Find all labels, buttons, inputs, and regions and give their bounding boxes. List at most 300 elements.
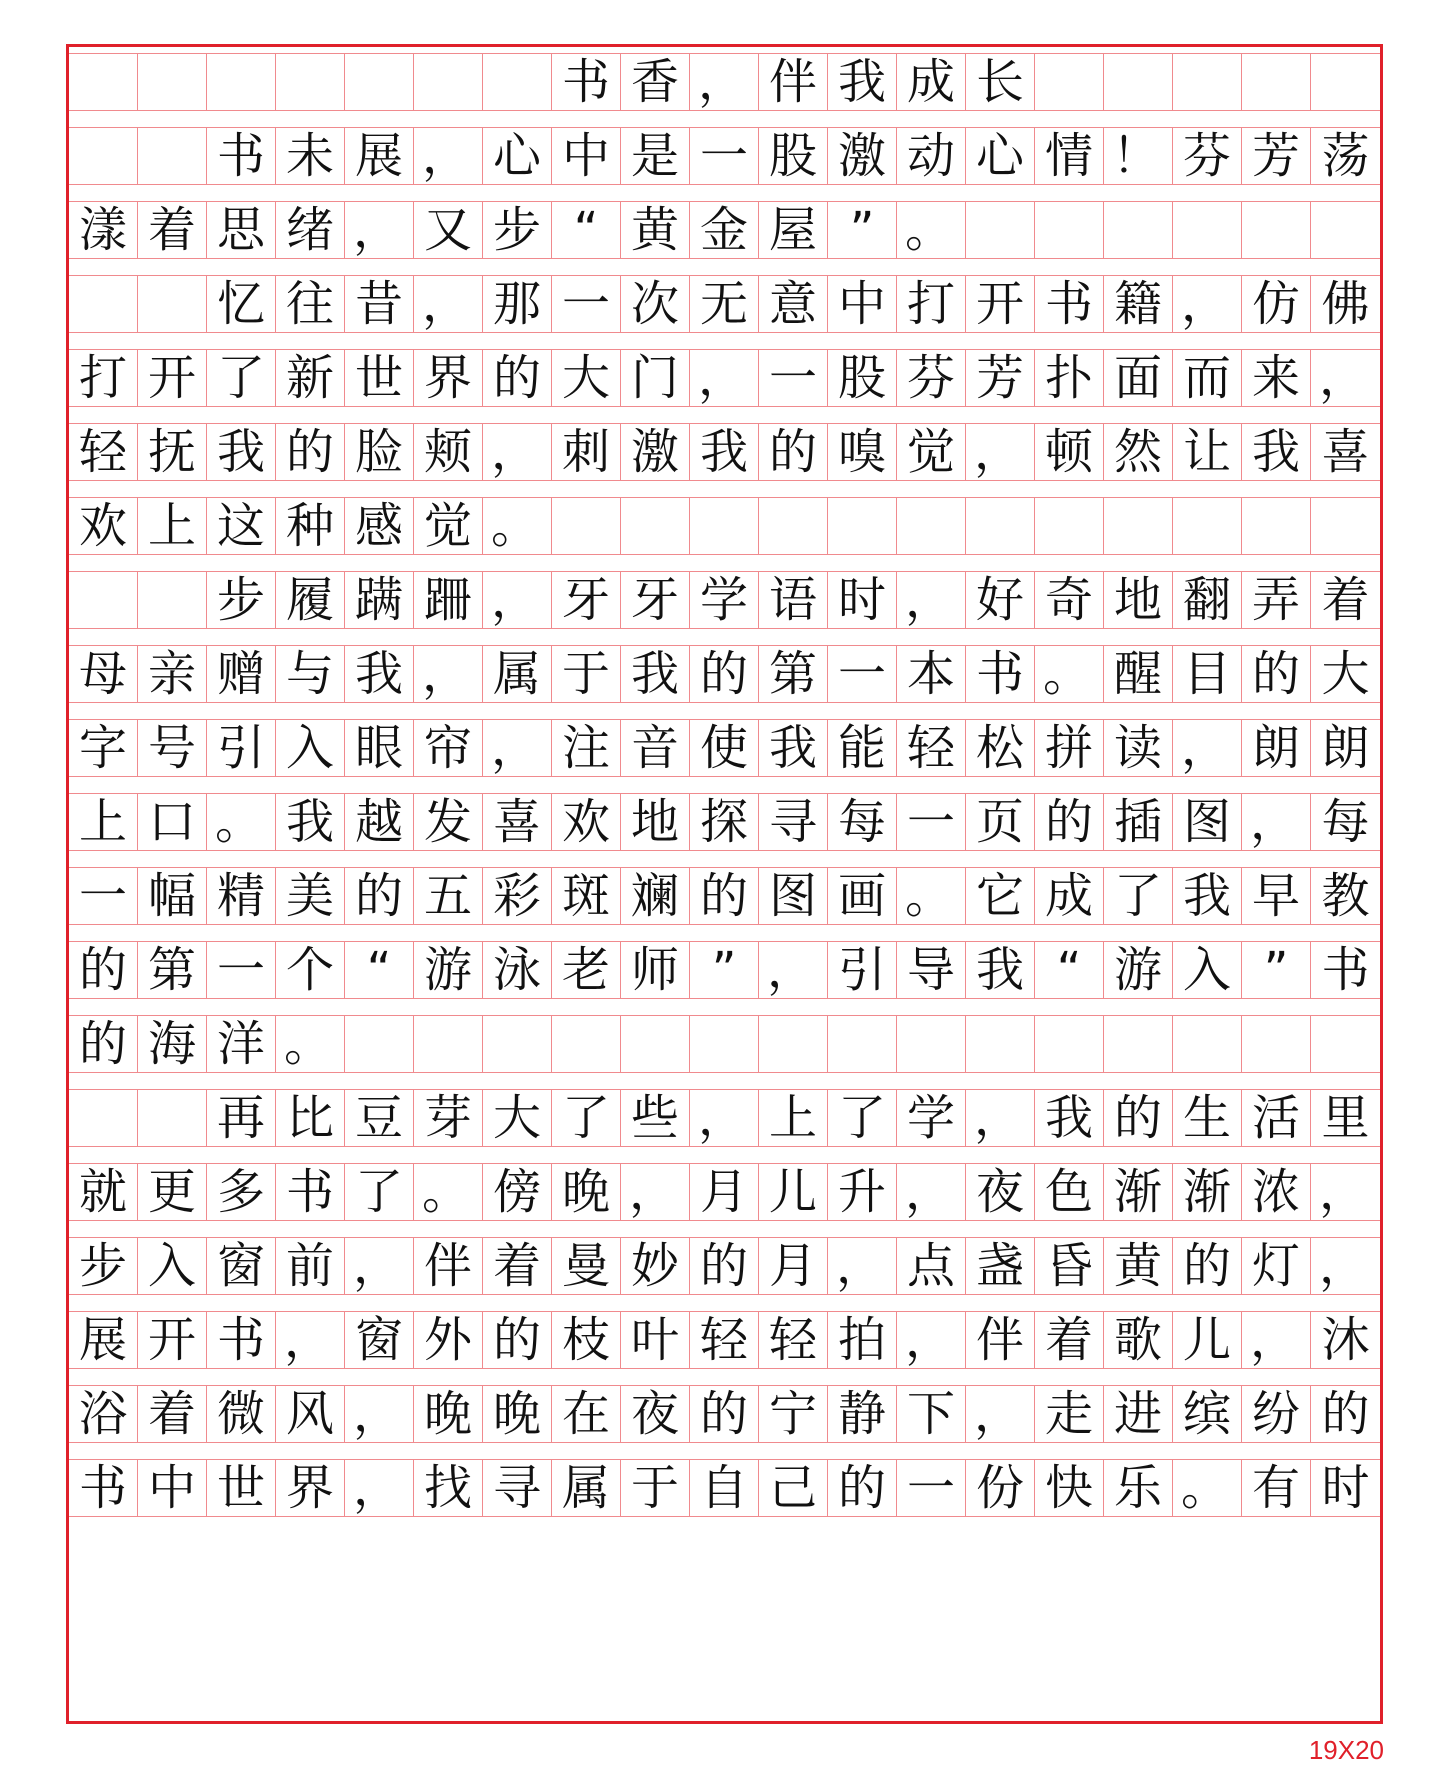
grid-cell: 属 (552, 1459, 621, 1517)
grid-cell: 来 (1242, 349, 1311, 407)
grid-cell (69, 53, 138, 111)
grid-cell: 一 (897, 1459, 966, 1517)
grid-cell: 奇 (1035, 571, 1104, 629)
grid-cell: 喜 (1311, 423, 1380, 481)
grid-cell: 浴 (69, 1385, 138, 1443)
grid-cell: 入 (138, 1237, 207, 1295)
grid-cell: 歌 (1104, 1311, 1173, 1369)
grid-cell: 纷 (1242, 1385, 1311, 1443)
grid-cell: 新 (276, 349, 345, 407)
grid-cell: 刺 (552, 423, 621, 481)
grid-cell: 灯 (1242, 1237, 1311, 1295)
grid-cell: 斑 (552, 867, 621, 925)
grid-cell: 窗 (345, 1311, 414, 1369)
grid-cell: 每 (1311, 793, 1380, 851)
grid-cell: 步 (207, 571, 276, 629)
grid-cell: 松 (966, 719, 1035, 777)
grid-cell: 的 (1035, 793, 1104, 851)
grid-cell: ， (345, 1459, 414, 1517)
grid-cell: 寻 (483, 1459, 552, 1517)
grid-cell: 游 (414, 941, 483, 999)
grid-cell: 意 (759, 275, 828, 333)
grid-cell: 次 (621, 275, 690, 333)
grid-cell (621, 497, 690, 555)
grid-cell: 轻 (69, 423, 138, 481)
grid-cell (138, 127, 207, 185)
grid-cell: 的 (1173, 1237, 1242, 1295)
grid-cell: 激 (621, 423, 690, 481)
grid-cell: 。 (1173, 1459, 1242, 1517)
grid-cell: ， (1173, 275, 1242, 333)
grid-cell: 窗 (207, 1237, 276, 1295)
grid-cell (897, 497, 966, 555)
grid-cell: 亲 (138, 645, 207, 703)
grid-cell: 世 (207, 1459, 276, 1517)
grid-cell: ， (414, 127, 483, 185)
grid-cell: 彩 (483, 867, 552, 925)
grid-cell: 走 (1035, 1385, 1104, 1443)
grid-cell: 的 (828, 1459, 897, 1517)
grid-cell (69, 1089, 138, 1147)
grid-cell: 我 (1173, 867, 1242, 925)
grid-cell: 前 (276, 1237, 345, 1295)
grid-cell (1104, 53, 1173, 111)
grid-cell: 书 (276, 1163, 345, 1221)
grid-cell: 种 (276, 497, 345, 555)
grid-cell: 情 (1035, 127, 1104, 185)
grid-cell: 绪 (276, 201, 345, 259)
grid-cell: 风 (276, 1385, 345, 1443)
grid-cell: 生 (1173, 1089, 1242, 1147)
grid-cell: 芳 (966, 349, 1035, 407)
grid-cell: 份 (966, 1459, 1035, 1517)
grid-cell: 芽 (414, 1089, 483, 1147)
grid-cell: ， (897, 1163, 966, 1221)
grid-cell (207, 53, 276, 111)
grid-cell: ， (1173, 719, 1242, 777)
grid-cell: 忆 (207, 275, 276, 333)
grid-cell: 牙 (552, 571, 621, 629)
grid-cell: 展 (69, 1311, 138, 1369)
grid-cell: 晚 (483, 1385, 552, 1443)
grid-cell: 师 (621, 941, 690, 999)
grid-cell: 门 (621, 349, 690, 407)
grid-cell: 一 (897, 793, 966, 851)
grid-cell: 里 (1311, 1089, 1380, 1147)
grid-cell: 昔 (345, 275, 414, 333)
grid-cell: 书 (966, 645, 1035, 703)
grid-cell: 顿 (1035, 423, 1104, 481)
grid-cell: ， (621, 1163, 690, 1221)
grid-cell: 大 (552, 349, 621, 407)
grid-cell: ” (690, 941, 759, 999)
grid-cell: 帘 (414, 719, 483, 777)
grid-cell: ， (966, 423, 1035, 481)
grid-cell: 书 (1311, 941, 1380, 999)
grid-cell: 屋 (759, 201, 828, 259)
grid-cell: 时 (1311, 1459, 1380, 1517)
grid-cell: ， (897, 1311, 966, 1369)
grid-cell: 的 (1311, 1385, 1380, 1443)
grid-cell: 早 (1242, 867, 1311, 925)
grid-cell (414, 1015, 483, 1073)
grid-cell: 的 (759, 423, 828, 481)
grid-cell: 属 (483, 645, 552, 703)
grid-cell (69, 127, 138, 185)
grid-row (69, 127, 1380, 185)
grid-cell: 长 (966, 53, 1035, 111)
grid-cell: 本 (897, 645, 966, 703)
grid-cell: 然 (1104, 423, 1173, 481)
grid-cell (138, 571, 207, 629)
grid-cell: 无 (690, 275, 759, 333)
grid-cell: ” (1242, 941, 1311, 999)
grid-cell: 它 (966, 867, 1035, 925)
grid-cell: 抚 (138, 423, 207, 481)
grid-cell: 我 (621, 645, 690, 703)
grid-cell: 书 (207, 127, 276, 185)
grid-row (69, 941, 1380, 999)
grid-cell (138, 1089, 207, 1147)
grid-cell: 一 (828, 645, 897, 703)
grid-cell: 夜 (966, 1163, 1035, 1221)
grid-cell: 轻 (897, 719, 966, 777)
grid-cell: 海 (138, 1015, 207, 1073)
grid-cell: ， (966, 1385, 1035, 1443)
grid-cell: 儿 (759, 1163, 828, 1221)
grid-cell: 翻 (1173, 571, 1242, 629)
grid-row (69, 1163, 1380, 1221)
grid-cell (1173, 1015, 1242, 1073)
grid-cell: 夜 (621, 1385, 690, 1443)
grid-cell: “ (345, 941, 414, 999)
grid-cell: 的 (690, 1385, 759, 1443)
grid-cell (1173, 497, 1242, 555)
grid-cell: 赠 (207, 645, 276, 703)
grid-cell (69, 275, 138, 333)
grid-cell: 宁 (759, 1385, 828, 1443)
grid-cell: 就 (69, 1163, 138, 1221)
grid-cell: 我 (1035, 1089, 1104, 1147)
grid-cell: 面 (1104, 349, 1173, 407)
grid-cell: ， (1242, 793, 1311, 851)
grid-cell (966, 201, 1035, 259)
grid-cell: 口 (138, 793, 207, 851)
grid-row (69, 1459, 1380, 1517)
grid-cell: ！ (1104, 127, 1173, 185)
grid-cell: 一 (690, 127, 759, 185)
grid-cell: 画 (828, 867, 897, 925)
grid-cell: ， (1242, 1311, 1311, 1369)
grid-cell: 。 (276, 1015, 345, 1073)
grid-row (69, 1015, 1380, 1073)
grid-cell: 觉 (414, 497, 483, 555)
grid-cell: 比 (276, 1089, 345, 1147)
grid-cell: 豆 (345, 1089, 414, 1147)
grid-cell: 学 (690, 571, 759, 629)
grid-row (69, 867, 1380, 925)
grid-cell: 渐 (1104, 1163, 1173, 1221)
grid-cell (621, 1015, 690, 1073)
grid-cell: 书 (552, 53, 621, 111)
grid-cell: 的 (345, 867, 414, 925)
grid-cell: 一 (69, 867, 138, 925)
grid-cell: 芬 (1173, 127, 1242, 185)
grid-cell: 进 (1104, 1385, 1173, 1443)
grid-cell: 越 (345, 793, 414, 851)
grid-cell (483, 1015, 552, 1073)
grid-cell: 芳 (1242, 127, 1311, 185)
grid-cell: 些 (621, 1089, 690, 1147)
grid-cell: 牙 (621, 571, 690, 629)
grid-cell: 荡 (1311, 127, 1380, 185)
grid-cell: 着 (138, 201, 207, 259)
grid-cell: 月 (690, 1163, 759, 1221)
grid-cell: ， (1311, 349, 1380, 407)
grid-cell: “ (552, 201, 621, 259)
grid-cell: 那 (483, 275, 552, 333)
grid-cell: 感 (345, 497, 414, 555)
grid-cell: 。 (207, 793, 276, 851)
grid-cell: 步 (483, 201, 552, 259)
grid-cell: 芬 (897, 349, 966, 407)
grid-cell: 月 (759, 1237, 828, 1295)
grid-cell: 未 (276, 127, 345, 185)
grid-cell: 学 (897, 1089, 966, 1147)
grid-cell: 书 (1035, 275, 1104, 333)
grid-cell (414, 53, 483, 111)
grid-cell: 点 (897, 1237, 966, 1295)
grid-cell (552, 1015, 621, 1073)
grid-cell: 曼 (552, 1237, 621, 1295)
grid-cell: 微 (207, 1385, 276, 1443)
grid-cell: 了 (345, 1163, 414, 1221)
grid-cell (1173, 201, 1242, 259)
grid-cell: 欢 (69, 497, 138, 555)
grid-cell: 页 (966, 793, 1035, 851)
grid-cell: 了 (1104, 867, 1173, 925)
grid-cell: 我 (828, 53, 897, 111)
grid-cell: 了 (828, 1089, 897, 1147)
grid-cell: 醒 (1104, 645, 1173, 703)
grid-cell: 拍 (828, 1311, 897, 1369)
grid-cell (1035, 53, 1104, 111)
grid-cell: 一 (552, 275, 621, 333)
grid-cell: 欢 (552, 793, 621, 851)
grid-cell: 乐 (1104, 1459, 1173, 1517)
grid-cell: 着 (138, 1385, 207, 1443)
grid-cell: 大 (1311, 645, 1380, 703)
grid-cell: 色 (1035, 1163, 1104, 1221)
grid-cell: 第 (138, 941, 207, 999)
grid-cell: 黄 (621, 201, 690, 259)
grid-cell: 了 (207, 349, 276, 407)
grid-cell: 动 (897, 127, 966, 185)
grid-cell: ， (483, 571, 552, 629)
grid-cell: 我 (1242, 423, 1311, 481)
grid-cell: 注 (552, 719, 621, 777)
grid-cell (483, 53, 552, 111)
grid-cell: ， (345, 1237, 414, 1295)
grid-cell: 我 (759, 719, 828, 777)
grid-cell: 地 (621, 793, 690, 851)
grid-cell: 开 (138, 349, 207, 407)
grid-cell: ， (483, 423, 552, 481)
grid-cell: 每 (828, 793, 897, 851)
grid-row (69, 1385, 1380, 1443)
grid-cell: 自 (690, 1459, 759, 1517)
grid-cell: 探 (690, 793, 759, 851)
grid-cell: 找 (414, 1459, 483, 1517)
grid-cell: 而 (1173, 349, 1242, 407)
grid-cell (1242, 497, 1311, 555)
grid-cell (138, 53, 207, 111)
grid-cell: ， (690, 1089, 759, 1147)
grid-cell: 股 (759, 127, 828, 185)
grid-row (69, 1311, 1380, 1369)
grid-cell: 音 (621, 719, 690, 777)
grid-cell: “ (1035, 941, 1104, 999)
grid-cell: 朗 (1311, 719, 1380, 777)
grid-cell: 目 (1173, 645, 1242, 703)
grid-cell (759, 497, 828, 555)
grid-cell: 蹒 (345, 571, 414, 629)
grid-cell: 往 (276, 275, 345, 333)
grid-cell: 。 (897, 867, 966, 925)
grid-row (69, 645, 1380, 703)
grid-cell: 。 (1035, 645, 1104, 703)
grid-cell: 图 (1173, 793, 1242, 851)
grid-row (69, 719, 1380, 777)
grid-cell (552, 497, 621, 555)
grid-cell: 字 (69, 719, 138, 777)
grid-cell: 书 (69, 1459, 138, 1517)
grid-cell: 伴 (759, 53, 828, 111)
grid-cell: 拼 (1035, 719, 1104, 777)
grid-cell: 。 (414, 1163, 483, 1221)
grid-cell: 脸 (345, 423, 414, 481)
grid-cell: 中 (138, 1459, 207, 1517)
grid-cell (1311, 53, 1380, 111)
grid-cell: 儿 (1173, 1311, 1242, 1369)
grid-cell (1311, 201, 1380, 259)
grid-cell: 着 (1311, 571, 1380, 629)
grid-cell: ， (897, 571, 966, 629)
grid-cell: 多 (207, 1163, 276, 1221)
grid-cell: 中 (828, 275, 897, 333)
grid-cell: 盏 (966, 1237, 1035, 1295)
grid-cell: 缤 (1173, 1385, 1242, 1443)
grid-cell: 上 (138, 497, 207, 555)
grid-cell: 世 (345, 349, 414, 407)
grid-cell: 打 (897, 275, 966, 333)
grid-cell: ， (345, 1385, 414, 1443)
grid-cell: 上 (759, 1089, 828, 1147)
grid-cell: 激 (828, 127, 897, 185)
grid-cell: 喜 (483, 793, 552, 851)
grid-cell: 渐 (1173, 1163, 1242, 1221)
grid-row (69, 571, 1380, 629)
grid-cell: 的 (690, 645, 759, 703)
grid-cell: 佛 (1311, 275, 1380, 333)
grid-cell: 斓 (621, 867, 690, 925)
grid-cell: 傍 (483, 1163, 552, 1221)
grid-cell: 寻 (759, 793, 828, 851)
grid-cell: 嗅 (828, 423, 897, 481)
grid-cell: 觉 (897, 423, 966, 481)
grid-cell: 快 (1035, 1459, 1104, 1517)
grid-cell: 枝 (552, 1311, 621, 1369)
grid-cell: 第 (759, 645, 828, 703)
grid-cell (69, 571, 138, 629)
grid-row (69, 1089, 1380, 1147)
grid-cell: 游 (1104, 941, 1173, 999)
grid-cell: ， (1311, 1163, 1380, 1221)
grid-cell: 美 (276, 867, 345, 925)
grid-cell: ， (966, 1089, 1035, 1147)
grid-cell (345, 1015, 414, 1073)
grid-cell (1173, 53, 1242, 111)
grid-cell: 颊 (414, 423, 483, 481)
grid-cell: 导 (897, 941, 966, 999)
grid-cell: 发 (414, 793, 483, 851)
grid-cell: 我 (966, 941, 1035, 999)
grid-row (69, 423, 1380, 481)
grid-cell: ， (414, 275, 483, 333)
grid-cell: 履 (276, 571, 345, 629)
grid-cell (1035, 497, 1104, 555)
grid-cell: 浓 (1242, 1163, 1311, 1221)
grid-cell: 昏 (1035, 1237, 1104, 1295)
grid-cell: 在 (552, 1385, 621, 1443)
grid-cell: 使 (690, 719, 759, 777)
grid-cell: 我 (207, 423, 276, 481)
grid-cell: 的 (690, 867, 759, 925)
grid-cell: 晚 (552, 1163, 621, 1221)
grid-cell (1104, 497, 1173, 555)
grid-cell: 开 (966, 275, 1035, 333)
grid-cell: 扑 (1035, 349, 1104, 407)
grid-cell: 号 (138, 719, 207, 777)
grid-cell: 着 (483, 1237, 552, 1295)
grid-row (69, 53, 1380, 111)
grid-cell: 有 (1242, 1459, 1311, 1517)
grid-row (69, 275, 1380, 333)
grid-cell: 的 (1104, 1089, 1173, 1147)
grid-cell: ， (414, 645, 483, 703)
grid-cell: 朗 (1242, 719, 1311, 777)
composition-grid-paper (66, 44, 1383, 1724)
grid-row (69, 201, 1380, 259)
grid-cell: 。 (483, 497, 552, 555)
grid-cell: 香 (621, 53, 690, 111)
grid-cell (690, 1015, 759, 1073)
grid-cell: 又 (414, 201, 483, 259)
grid-cell: 的 (69, 941, 138, 999)
grid-cell: 金 (690, 201, 759, 259)
grid-cell: 精 (207, 867, 276, 925)
grid-cell: ” (828, 201, 897, 259)
grid-cell: 伴 (414, 1237, 483, 1295)
grid-cell: 成 (897, 53, 966, 111)
grid-size-label: 19X20 (1308, 1735, 1384, 1765)
grid-cell: 图 (759, 867, 828, 925)
grid-cell: 的 (483, 349, 552, 407)
grid-cell (828, 1015, 897, 1073)
grid-cell: 外 (414, 1311, 483, 1369)
grid-cell: 引 (207, 719, 276, 777)
grid-cell: 教 (1311, 867, 1380, 925)
